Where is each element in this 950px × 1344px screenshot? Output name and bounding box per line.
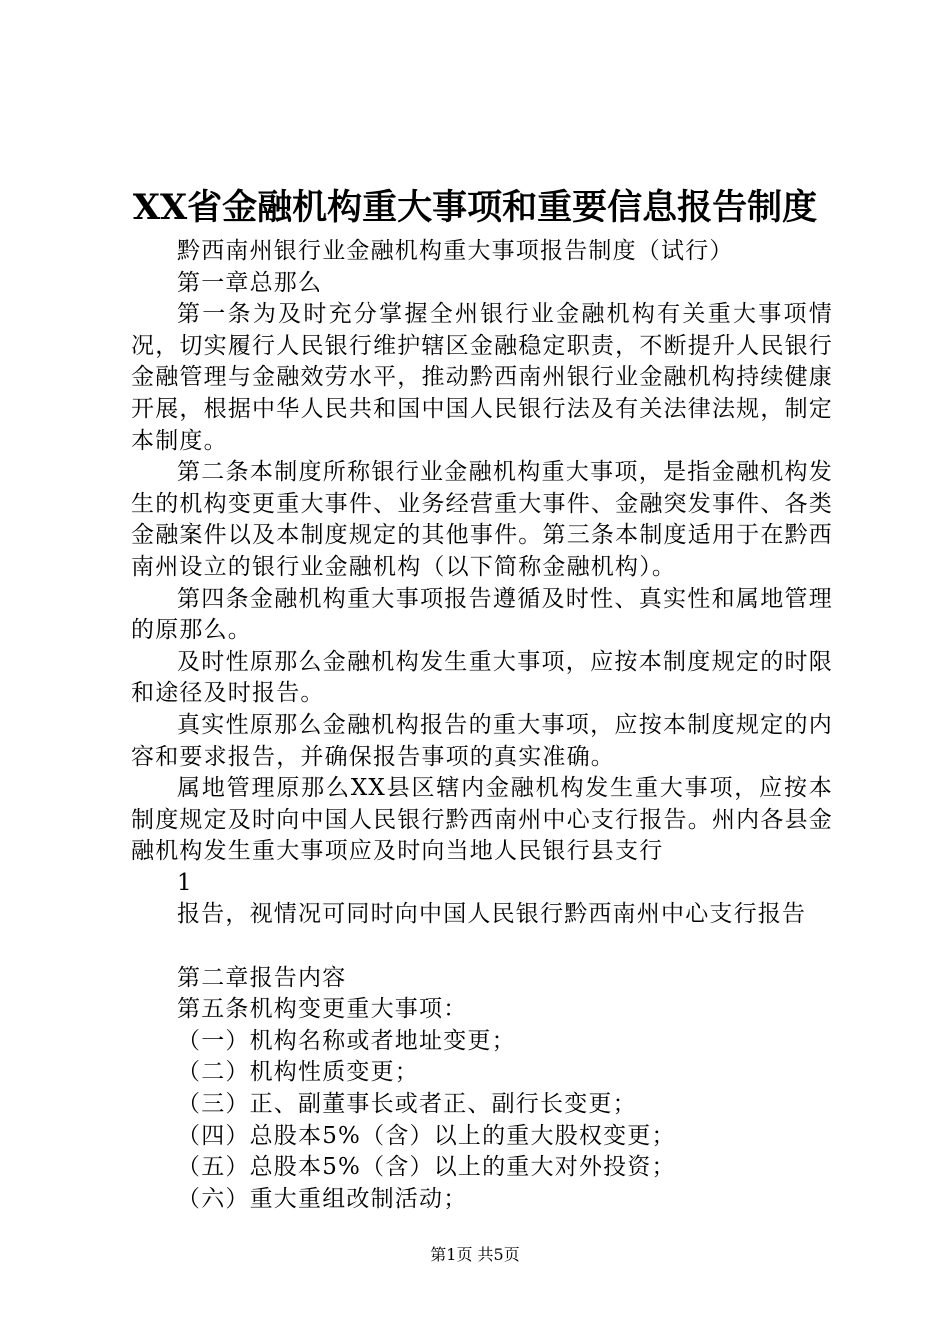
list-item: （六）重大重组改制活动；	[177, 1185, 468, 1212]
blank-line	[131, 931, 833, 963]
page-footer: 第1页 共5页	[430, 1245, 520, 1264]
article-4-paragraph: 第四条金融机构重大事项报告遵循及时性、真实性和属地管理的原那么。	[131, 585, 833, 644]
chapter-2-heading: 第二章报告内容	[177, 964, 347, 991]
list-item: （二）机构性质变更；	[177, 1059, 419, 1086]
document-body	[131, 236, 833, 1215]
article-2-paragraph: 第二条本制度所称银行业金融机构重大事项，是指金融机构发生的机构变更重大事件、业务经营重大事件、金融突发事件、各类金融案件以及本制度规定的其他事件。第三条本制度适用于在黔西南州设立的银行业金融机构（以下简称金融机构）。	[131, 459, 833, 580]
list-item: （五）总股本5%（含）以上的重大对外投资；	[177, 1154, 676, 1181]
list-item: （一）机构名称或者地址变更；	[177, 1027, 516, 1054]
subtitle-paragraph: 黔西南州银行业金融机构重大事项报告制度（试行）	[177, 238, 734, 264]
document-title: XX省金融机构重大事项和重要信息报告制度	[132, 187, 818, 228]
inline-page-number: 1	[177, 869, 193, 896]
authenticity-paragraph: 真实性原那么金融机构报告的重大事项，应按本制度规定的内容和要求报告，并确保报告事项的真实准确。	[131, 711, 833, 770]
list-item: （四）总股本5%（含）以上的重大股权变更；	[177, 1122, 676, 1149]
continuation-paragraph: 报告，视情况可同时向中国人民银行黔西南州中心支行报告	[177, 901, 807, 928]
timeliness-paragraph: 及时性原那么金融机构发生重大事项，应按本制度规定的时限和途径及时报告。	[131, 648, 833, 707]
article-5-paragraph: 第五条机构变更重大事项：	[177, 996, 468, 1023]
list-item: （三）正、副董事长或者正、副行长变更；	[177, 1091, 637, 1118]
article-1-paragraph: 第一条为及时充分掌握全州银行业金融机构有关重大事项情况，切实履行人民银行维护辖区金融稳定职责，不断提升人民银行金融管理与金融效劳水平，推动黔西南州银行业金融机构持续健康开展，根据中华人民共和国中国人民银行法及有关法律法规，制定本制度。	[131, 301, 833, 454]
chapter-1-heading: 第一章总那么	[177, 269, 323, 296]
territorial-paragraph: 属地管理原那么XX县区辖内金融机构发生重大事项，应按本制度规定及时向中国人民银行黔西南州中心支行报告。州内各县金融机构发生重大事项应及时向当地人民银行县支行	[131, 775, 833, 865]
